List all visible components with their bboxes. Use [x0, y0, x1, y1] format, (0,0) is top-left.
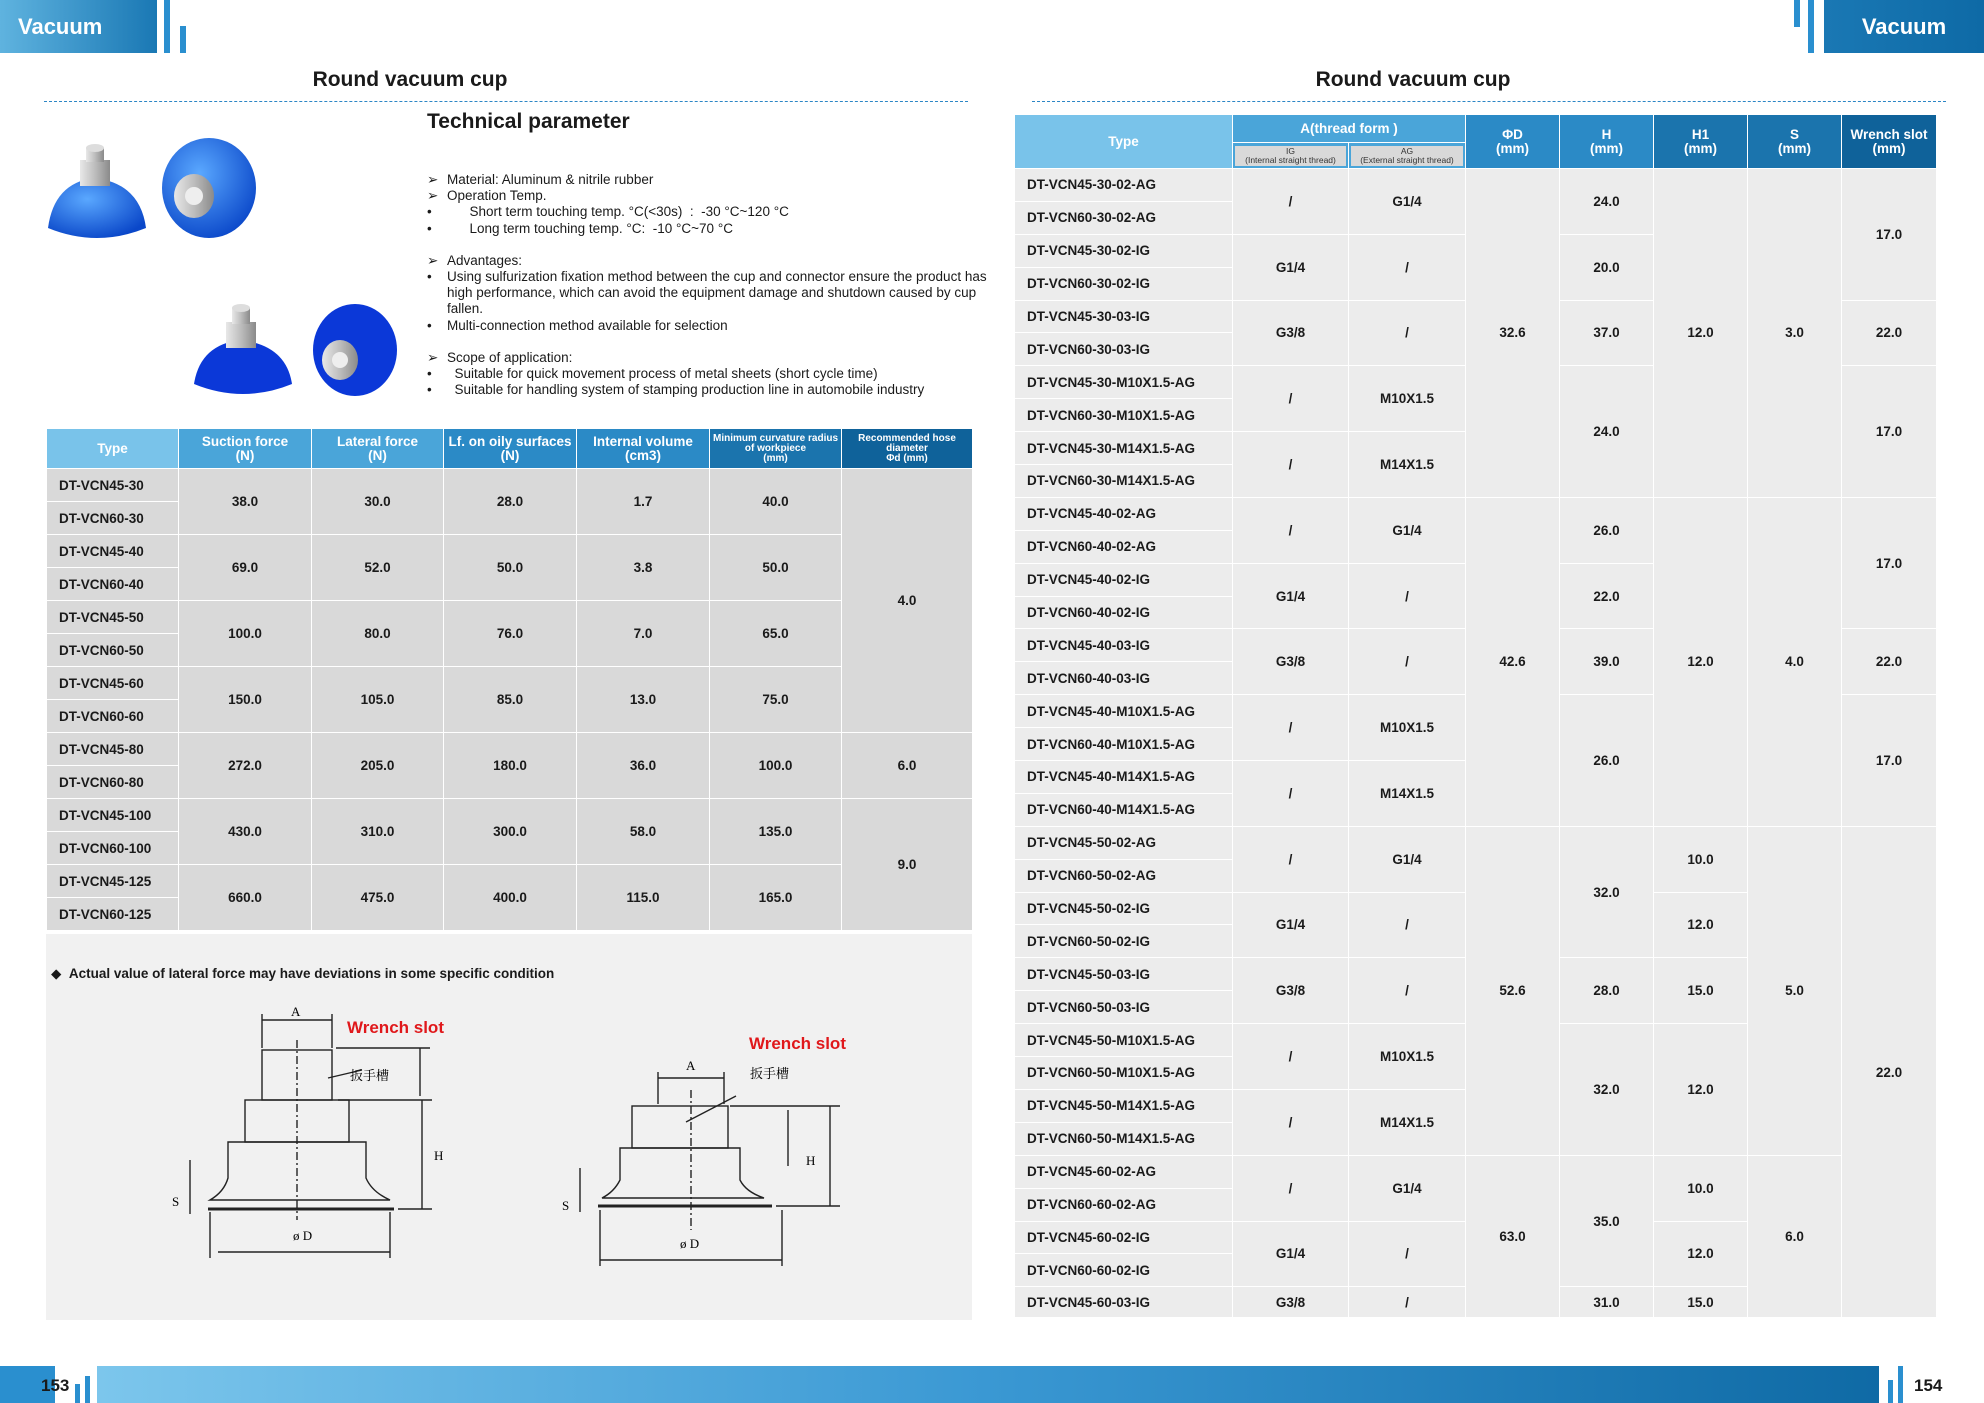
wrench-cell: 17.0: [1842, 169, 1937, 301]
type-cell: DT-VCN45-60: [47, 667, 179, 700]
lateral-cell: 52.0: [312, 535, 444, 601]
tech-line-text: Material: Aluminum & nitrile rubber: [447, 172, 654, 187]
type-cell: DT-VCN45-60-03-IG: [1015, 1287, 1233, 1318]
h1-cell: 12.0: [1654, 497, 1748, 826]
table-row: [47, 469, 973, 502]
d-cell: 32.6: [1466, 169, 1560, 498]
type-cell: DT-VCN45-40-02-IG: [1015, 563, 1233, 596]
col-header-type: Type: [47, 429, 179, 469]
ag-cell: /: [1349, 563, 1466, 629]
title-divider: [44, 101, 968, 102]
wrench-slot-label-1: Wrench slot: [347, 1018, 444, 1037]
table-row: [1015, 497, 1937, 530]
header-tab-left: Vacuum cup: [0, 0, 157, 53]
type-cell: DT-VCN45-40-03-IG: [1015, 629, 1233, 662]
type-cell: DT-VCN60-40-02-IG: [1015, 596, 1233, 629]
oily-cell: 180.0: [444, 733, 577, 799]
type-cell: DT-VCN60-50-M14X1.5-AG: [1015, 1122, 1233, 1155]
type-cell: DT-VCN60-30-M10X1.5-AG: [1015, 399, 1233, 432]
h-cell: 32.0: [1560, 1024, 1654, 1156]
hose-cell: 6.0: [842, 733, 973, 799]
page-number-left: 153: [41, 1376, 70, 1395]
dot-bullet-icon: •: [427, 382, 432, 398]
ig-cell: G3/8: [1233, 958, 1349, 1024]
arrow-bullet-icon: ➢: [427, 188, 439, 204]
type-cell: DT-VCN60-100: [47, 832, 179, 865]
h-cell: 39.0: [1560, 629, 1654, 695]
h-cell: 31.0: [1560, 1287, 1654, 1318]
diamond-bullet-icon: ◆: [51, 966, 69, 981]
s-cell: 5.0: [1748, 826, 1842, 1155]
lateral-cell: 80.0: [312, 601, 444, 667]
tech-line: [427, 318, 987, 334]
volume-cell: 3.8: [577, 535, 710, 601]
type-cell: DT-VCN60-30-03-IG: [1015, 333, 1233, 366]
suction-table: [46, 428, 973, 931]
ag-cell: /: [1349, 892, 1466, 958]
wrench-cell: 17.0: [1842, 497, 1937, 629]
d-cell: 63.0: [1466, 1155, 1560, 1318]
col-header-type: Type: [1015, 115, 1233, 169]
type-cell: DT-VCN45-50-03-IG: [1015, 958, 1233, 991]
h1-cell: 10.0: [1654, 1155, 1748, 1221]
ag-cell: G1/4: [1349, 826, 1466, 892]
lateral-cell: 30.0: [312, 469, 444, 535]
h-cell: 24.0: [1560, 366, 1654, 498]
dot-bullet-icon: •: [427, 204, 432, 220]
col-header-radius: Minimum curvature radius of workpiece (mm): [710, 429, 842, 469]
radius-cell: 165.0: [710, 865, 842, 931]
oily-cell: 400.0: [444, 865, 577, 931]
type-cell: DT-VCN45-125: [47, 865, 179, 898]
type-cell: DT-VCN45-50: [47, 601, 179, 634]
radius-cell: 50.0: [710, 535, 842, 601]
arrow-bullet-icon: ➢: [427, 172, 439, 187]
ig-cell: G1/4: [1233, 234, 1349, 300]
col-header-ag: AG (External straight thread): [1351, 146, 1463, 166]
type-cell: DT-VCN45-30-03-IG: [1015, 300, 1233, 333]
col-header-h: H (mm): [1560, 115, 1654, 169]
arrow-bullet-icon: ➢: [427, 252, 439, 268]
tech-line-text: Operation Temp.: [447, 188, 547, 204]
table-row: [47, 667, 973, 700]
volume-cell: 36.0: [577, 733, 710, 799]
type-cell: DT-VCN45-30-02-IG: [1015, 234, 1233, 267]
ag-cell: /: [1349, 1287, 1466, 1318]
hose-cell: 9.0: [842, 799, 973, 931]
tech-line: [427, 382, 987, 398]
dot-bullet-icon: •: [427, 269, 432, 285]
left-section-title: Round vacuum cup: [312, 68, 508, 91]
product-photo-cups: [44, 138, 274, 244]
dimension-drawing-ig: [550, 1040, 870, 1270]
oily-cell: 300.0: [444, 799, 577, 865]
tech-line-text: Multi-connection method available for selection: [447, 317, 728, 333]
col-header-h1: H1 (mm): [1654, 115, 1748, 169]
suction-cell: 430.0: [179, 799, 312, 865]
col-header-lateral: Lateral force (N): [312, 429, 444, 469]
tech-line-text: Using sulfurization fixation method between the cup and connector ensure the product has high performance, which can avoid the equipment damage and shutdown caused by cup fallen.: [447, 269, 991, 317]
type-cell: DT-VCN45-30-02-AG: [1015, 169, 1233, 202]
type-cell: DT-VCN45-30-M10X1.5-AG: [1015, 366, 1233, 399]
col-header-ig: IG (Internal straight thread): [1235, 146, 1346, 166]
h1-cell: 12.0: [1654, 169, 1748, 498]
ig-cell: G3/8: [1233, 1287, 1349, 1318]
arrow-bullet-icon: ➢: [427, 349, 439, 365]
lateral-cell: 475.0: [312, 865, 444, 931]
h1-cell: 12.0: [1654, 1221, 1748, 1287]
suction-cell: 69.0: [179, 535, 312, 601]
dim-h-label-2: H: [806, 1153, 816, 1168]
ig-cell: /: [1233, 761, 1349, 827]
dim-cn-label-2: 扳手槽: [750, 1066, 790, 1081]
tech-line: [427, 366, 987, 382]
col-header-s: S (mm): [1748, 115, 1842, 169]
radius-cell: 100.0: [710, 733, 842, 799]
h-cell: 37.0: [1560, 300, 1654, 366]
tech-line: [427, 253, 987, 269]
dim-d-label-2: ø D: [680, 1236, 700, 1251]
thread-table: [1014, 114, 1937, 1318]
tech-title: Technical parameter: [427, 110, 630, 133]
type-cell: DT-VCN60-50: [47, 634, 179, 667]
h1-cell: 15.0: [1654, 1287, 1748, 1318]
footer-bar: [97, 1366, 1879, 1403]
radius-cell: 135.0: [710, 799, 842, 865]
footer-stripe: [85, 1376, 90, 1403]
tech-gap: [427, 237, 987, 253]
ag-cell: G1/4: [1349, 169, 1466, 235]
hose-cell: 4.0: [842, 469, 973, 733]
tech-line-text: Advantages:: [447, 252, 523, 268]
ig-cell: G1/4: [1233, 1221, 1349, 1287]
type-cell: DT-VCN60-60-02-IG: [1015, 1254, 1233, 1287]
header-stripe: [164, 0, 170, 53]
tech-line: [427, 204, 987, 220]
type-cell: DT-VCN45-50-02-IG: [1015, 892, 1233, 925]
ig-cell: G3/8: [1233, 300, 1349, 366]
dim-h-label: H: [434, 1148, 444, 1163]
dot-bullet-icon: •: [427, 220, 432, 236]
lateral-cell: 105.0: [312, 667, 444, 733]
dim-s-label: S: [172, 1194, 180, 1209]
type-cell: DT-VCN60-40-02-AG: [1015, 530, 1233, 563]
radius-cell: 65.0: [710, 601, 842, 667]
ig-cell: G1/4: [1233, 563, 1349, 629]
suction-cell: 660.0: [179, 865, 312, 931]
type-cell: DT-VCN60-50-M10X1.5-AG: [1015, 1057, 1233, 1090]
col-header-d: ΦD (mm): [1466, 115, 1560, 169]
dimension-drawing-ag: [150, 1000, 450, 1270]
suction-cell: 38.0: [179, 469, 312, 535]
col-header-ig-wrap: [1233, 143, 1349, 169]
title-divider-right: [1032, 101, 1946, 102]
table-row: [47, 799, 973, 832]
oily-cell: 76.0: [444, 601, 577, 667]
suction-cell: 150.0: [179, 667, 312, 733]
ag-cell: M10X1.5: [1349, 366, 1466, 432]
type-cell: DT-VCN60-60-02-AG: [1015, 1188, 1233, 1221]
table-row: [1015, 1155, 1937, 1188]
volume-cell: 115.0: [577, 865, 710, 931]
d-cell: 42.6: [1466, 497, 1560, 826]
right-section-title: Round vacuum cup: [1315, 68, 1511, 91]
type-cell: DT-VCN45-100: [47, 799, 179, 832]
type-cell: DT-VCN45-50-02-AG: [1015, 826, 1233, 859]
ig-cell: /: [1233, 826, 1349, 892]
type-cell: DT-VCN45-50-M14X1.5-AG: [1015, 1089, 1233, 1122]
tech-line: [427, 172, 987, 188]
type-cell: DT-VCN60-80: [47, 766, 179, 799]
ig-cell: G3/8: [1233, 629, 1349, 695]
type-cell: DT-VCN45-40-02-AG: [1015, 497, 1233, 530]
tech-line: [427, 188, 987, 204]
type-cell: DT-VCN45-60-02-AG: [1015, 1155, 1233, 1188]
volume-cell: 7.0: [577, 601, 710, 667]
volume-cell: 58.0: [577, 799, 710, 865]
dim-s-label-2: S: [562, 1198, 570, 1213]
lateral-force-note: [51, 966, 554, 982]
ag-cell: /: [1349, 1221, 1466, 1287]
tech-line: [427, 350, 987, 366]
ag-cell: /: [1349, 629, 1466, 695]
tech-line-text: Long term touching temp. °C: -10 °C~70 °C: [447, 220, 733, 236]
header-stripe: [180, 26, 186, 53]
wrench-cell: 22.0: [1842, 300, 1937, 366]
h-cell: 26.0: [1560, 695, 1654, 827]
lateral-cell: 205.0: [312, 733, 444, 799]
type-cell: DT-VCN45-40-M10X1.5-AG: [1015, 695, 1233, 728]
dim-a-label-2: A: [686, 1058, 696, 1073]
ig-cell: /: [1233, 366, 1349, 432]
type-cell: DT-VCN45-80: [47, 733, 179, 766]
type-cell: DT-VCN60-50-02-AG: [1015, 859, 1233, 892]
ig-cell: /: [1233, 1155, 1349, 1221]
col-header-ag-wrap: [1349, 143, 1466, 169]
type-cell: DT-VCN60-30: [47, 502, 179, 535]
wrench-cell: 17.0: [1842, 366, 1937, 498]
ag-cell: M10X1.5: [1349, 695, 1466, 761]
dot-bullet-icon: •: [427, 366, 432, 382]
s-cell: 3.0: [1748, 169, 1842, 498]
tech-line: [427, 269, 991, 318]
ig-cell: /: [1233, 432, 1349, 498]
table-row: [47, 865, 973, 898]
h-cell: 24.0: [1560, 169, 1654, 235]
dim-cn-label: 扳手槽: [350, 1068, 390, 1083]
header-stripe: [1808, 0, 1814, 53]
footer-stripe: [1888, 1380, 1893, 1403]
table-row: [47, 601, 973, 634]
dot-bullet-icon: •: [427, 317, 432, 333]
ig-cell: /: [1233, 169, 1349, 235]
h-cell: 32.0: [1560, 826, 1654, 958]
oily-cell: 85.0: [444, 667, 577, 733]
h1-cell: 15.0: [1654, 958, 1748, 1024]
ag-cell: /: [1349, 234, 1466, 300]
d-cell: 52.6: [1466, 826, 1560, 1155]
wrench-slot-label-2: Wrench slot: [749, 1034, 846, 1053]
tech-line-text: Suitable for handling system of stamping production line in automobile industry: [447, 382, 925, 398]
type-cell: DT-VCN60-125: [47, 898, 179, 931]
tech-list: [427, 172, 991, 398]
h-cell: 22.0: [1560, 563, 1654, 629]
ig-cell: /: [1233, 1089, 1349, 1155]
type-cell: DT-VCN60-40: [47, 568, 179, 601]
type-cell: DT-VCN60-40-M14X1.5-AG: [1015, 793, 1233, 826]
s-cell: 4.0: [1748, 497, 1842, 826]
type-cell: DT-VCN45-40-M14X1.5-AG: [1015, 761, 1233, 794]
oily-cell: 28.0: [444, 469, 577, 535]
suction-cell: 100.0: [179, 601, 312, 667]
footer-stripe: [75, 1384, 80, 1403]
s-cell: 6.0: [1748, 1155, 1842, 1318]
ig-cell: /: [1233, 695, 1349, 761]
type-cell: DT-VCN45-40: [47, 535, 179, 568]
wrench-cell: 22.0: [1842, 629, 1937, 695]
tech-line-text: Suitable for quick movement process of metal sheets (short cycle time): [447, 366, 878, 382]
note-text: Actual value of lateral force may have deviations in some specific condition: [68, 966, 555, 981]
col-header-wrench: Wrench slot (mm): [1842, 115, 1937, 169]
table-row: [1015, 826, 1937, 859]
ig-cell: /: [1233, 497, 1349, 563]
type-cell: DT-VCN60-60: [47, 700, 179, 733]
h-cell: 20.0: [1560, 234, 1654, 300]
ag-cell: M14X1.5: [1349, 761, 1466, 827]
header-stripe: [1794, 0, 1800, 27]
h-cell: 28.0: [1560, 958, 1654, 1024]
type-cell: DT-VCN45-30-M14X1.5-AG: [1015, 432, 1233, 465]
h1-cell: 10.0: [1654, 826, 1748, 892]
dim-a-label: A: [291, 1004, 301, 1019]
h1-cell: 12.0: [1654, 892, 1748, 958]
type-cell: DT-VCN45-30: [47, 469, 179, 502]
tech-gap: [427, 334, 987, 350]
type-cell: DT-VCN60-30-M14X1.5-AG: [1015, 465, 1233, 498]
table-row: [47, 733, 973, 766]
type-cell: DT-VCN60-50-03-IG: [1015, 991, 1233, 1024]
wrench-cell: 22.0: [1842, 826, 1937, 1317]
type-cell: DT-VCN60-40-03-IG: [1015, 662, 1233, 695]
ag-cell: M14X1.5: [1349, 432, 1466, 498]
col-header-oily: Lf. on oily surfaces (N): [444, 429, 577, 469]
type-cell: DT-VCN60-30-02-IG: [1015, 267, 1233, 300]
type-cell: DT-VCN45-60-02-IG: [1015, 1221, 1233, 1254]
ag-cell: M10X1.5: [1349, 1024, 1466, 1090]
col-header-suction: Suction force (N): [179, 429, 312, 469]
ig-cell: /: [1233, 1024, 1349, 1090]
volume-cell: 13.0: [577, 667, 710, 733]
h-cell: 26.0: [1560, 497, 1654, 563]
ag-cell: /: [1349, 300, 1466, 366]
tech-line-text: Short term touching temp. °C(<30s) : -30 °C~120 °C: [447, 204, 789, 220]
col-header-volume: Internal volume (cm3): [577, 429, 710, 469]
type-cell: DT-VCN60-30-02-AG: [1015, 201, 1233, 234]
type-cell: DT-VCN45-50-M10X1.5-AG: [1015, 1024, 1233, 1057]
lateral-cell: 310.0: [312, 799, 444, 865]
table-row: [1015, 169, 1937, 202]
ag-cell: G1/4: [1349, 1155, 1466, 1221]
radius-cell: 40.0: [710, 469, 842, 535]
ig-cell: G1/4: [1233, 892, 1349, 958]
product-photo-cups-2: [190, 300, 420, 400]
suction-cell: 272.0: [179, 733, 312, 799]
oily-cell: 50.0: [444, 535, 577, 601]
ag-cell: M14X1.5: [1349, 1089, 1466, 1155]
page-number-right: 154: [1914, 1376, 1943, 1395]
tech-line-text: Scope of application:: [447, 349, 573, 365]
volume-cell: 1.7: [577, 469, 710, 535]
radius-cell: 75.0: [710, 667, 842, 733]
header-tab-right: Vacuum cup: [1824, 0, 1984, 53]
ag-cell: /: [1349, 958, 1466, 1024]
type-cell: DT-VCN60-40-M10X1.5-AG: [1015, 728, 1233, 761]
ag-cell: G1/4: [1349, 497, 1466, 563]
col-header-hose: Recommended hose diameter Φd (mm): [842, 429, 973, 469]
h-cell: 35.0: [1560, 1155, 1654, 1287]
tech-line: [427, 221, 987, 237]
type-cell: DT-VCN60-50-02-IG: [1015, 925, 1233, 958]
footer-stripe: [1898, 1366, 1903, 1403]
wrench-cell: 17.0: [1842, 695, 1937, 827]
col-header-thread: A(thread form ): [1233, 115, 1466, 143]
h1-cell: 12.0: [1654, 1024, 1748, 1156]
table-row: [47, 535, 973, 568]
dim-d-label: ø D: [293, 1228, 313, 1243]
